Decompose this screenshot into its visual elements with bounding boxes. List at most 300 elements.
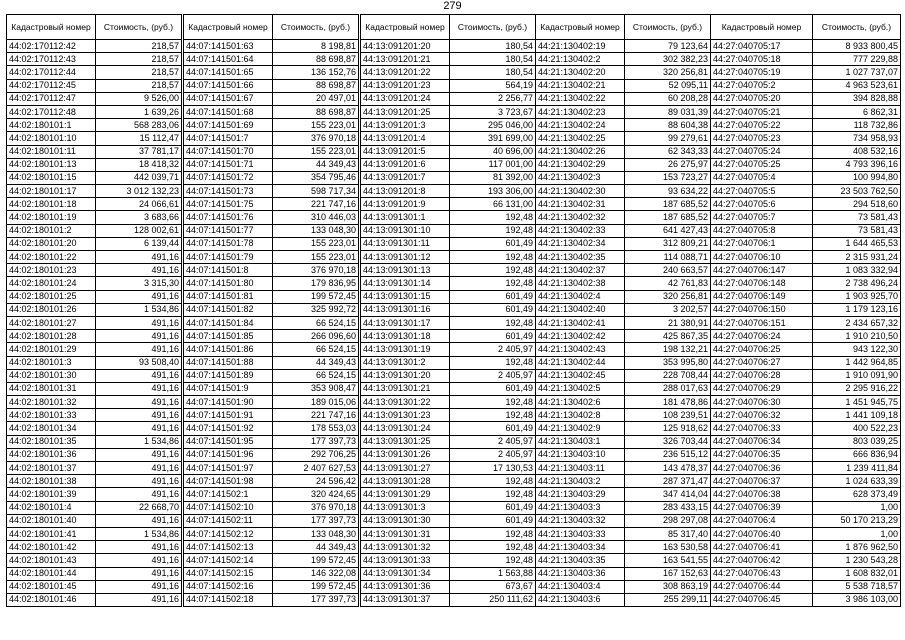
table-row [536, 185, 711, 198]
cadastral-number-cell: 44:21:130403:34 [536, 541, 625, 554]
cost-cell: 198 132,21 [625, 343, 711, 356]
table-row [184, 211, 359, 224]
cadastral-number-cell: 44:21:130402:4 [536, 290, 625, 303]
cadastral-number-cell: 44:27:040706:39 [711, 501, 813, 514]
cost-cell: 44 349,43 [273, 158, 359, 171]
table-row [7, 369, 182, 382]
cost-cell: 628 373,49 [813, 488, 901, 501]
table-row [184, 145, 359, 158]
cost-cell: 601,49 [450, 422, 536, 435]
cost-cell: 192,48 [450, 316, 536, 329]
cost-cell: 136 152,76 [273, 66, 359, 79]
cadastral-number-cell: 44:13:091301:16 [361, 303, 450, 316]
table-row [536, 158, 711, 171]
cost-cell: 85 317,40 [625, 527, 711, 540]
cadastral-number-cell: 44:02:180101:18 [7, 198, 96, 211]
cost-cell: 295 046,00 [450, 119, 536, 132]
table-row [711, 198, 901, 211]
cadastral-number-cell: 44:27:040706:38 [711, 488, 813, 501]
table-row [536, 593, 711, 606]
cost-cell: 302 382,23 [625, 53, 711, 66]
cost-cell: 298 297,08 [625, 514, 711, 527]
cadastral-number-cell: 44:21:130402:35 [536, 251, 625, 264]
cadastral-number-cell: 44:27:040706:40 [711, 527, 813, 540]
table-row [711, 396, 901, 409]
cost-cell: 491,16 [96, 396, 182, 409]
cadastral-number-cell: 44:13:091301:13 [361, 264, 450, 277]
cost-cell: 2 295 916,22 [813, 382, 901, 395]
cadastral-number-cell: 44:13:091201:8 [361, 185, 450, 198]
cost-cell: 1 451 945,75 [813, 396, 901, 409]
cost-cell: 8 933 800,45 [813, 40, 901, 53]
table-row [361, 79, 536, 92]
cadastral-number-cell: 44:13:091201:23 [361, 79, 450, 92]
table-row [536, 303, 711, 316]
table-row [7, 527, 182, 540]
table-row [536, 501, 711, 514]
cadastral-number-cell: 44:13:091201:21 [361, 53, 450, 66]
cost-cell: 326 703,44 [625, 435, 711, 448]
cadastral-number-cell: 44:02:170112:42 [7, 40, 96, 53]
cadastral-number-cell: 44:07:141501:73 [184, 185, 273, 198]
table-row [184, 79, 359, 92]
table-row [7, 409, 182, 422]
cadastral-number-cell: 44:13:091201:6 [361, 158, 450, 171]
cadastral-number-cell: 44:07:141501:97 [184, 462, 273, 475]
cadastral-number-cell: 44:02:180101:41 [7, 527, 96, 540]
cost-cell: 4 793 396,16 [813, 158, 901, 171]
cadastral-number-cell: 44:07:141501:79 [184, 251, 273, 264]
cost-cell: 442 039,71 [96, 171, 182, 184]
cost-cell: 1,00 [813, 501, 901, 514]
table-row [711, 40, 901, 53]
cost-cell: 180,54 [450, 66, 536, 79]
cost-cell: 1 639,26 [96, 105, 182, 118]
cadastral-number-cell: 44:27:040706:1 [711, 237, 813, 250]
cadastral-number-cell: 44:21:130402:41 [536, 316, 625, 329]
header-cost: Стоимость, (руб.) [96, 15, 182, 40]
cadastral-number-cell: 44:21:130403:10 [536, 448, 625, 461]
cadastral-table [360, 14, 536, 607]
cadastral-number-cell: 44:02:180101:11 [7, 145, 96, 158]
cost-cell: 376 970,18 [273, 264, 359, 277]
cadastral-number-cell: 44:13:091301:32 [361, 541, 450, 554]
cost-cell: 400 522,23 [813, 422, 901, 435]
cost-cell: 1 442 964,85 [813, 356, 901, 369]
cadastral-table [6, 14, 182, 607]
cadastral-number-cell: 44:02:180101:33 [7, 409, 96, 422]
table-row [7, 277, 182, 290]
table-row [361, 198, 536, 211]
page-number: 279 [443, 0, 462, 12]
cost-cell: 44 349,43 [273, 356, 359, 369]
cost-cell: 88 604,38 [625, 119, 711, 132]
cost-cell: 221 747,16 [273, 198, 359, 211]
cost-cell: 3 315,30 [96, 277, 182, 290]
table-row [711, 409, 901, 422]
cadastral-number-cell: 44:27:040706:151 [711, 316, 813, 329]
cadastral-number-cell: 44:21:130402:45 [536, 369, 625, 382]
cadastral-number-cell: 44:02:180101:46 [7, 593, 96, 606]
cost-cell: 491,16 [96, 488, 182, 501]
table-row [361, 356, 536, 369]
cadastral-number-cell: 44:07:141501:77 [184, 224, 273, 237]
table-row [361, 251, 536, 264]
cadastral-number-cell: 44:27:040705:22 [711, 119, 813, 132]
cadastral-number-cell: 44:02:180101:40 [7, 514, 96, 527]
table-row [184, 554, 359, 567]
table-row [361, 290, 536, 303]
table-row [7, 448, 182, 461]
cost-cell: 353 908,47 [273, 382, 359, 395]
table-row [7, 251, 182, 264]
cost-cell: 89 031,39 [625, 105, 711, 118]
cost-cell: 1 179 123,16 [813, 303, 901, 316]
table-header-row [184, 15, 359, 40]
table-header-row [536, 15, 711, 40]
cost-cell: 2 405,97 [450, 369, 536, 382]
cadastral-number-cell: 44:21:130403:35 [536, 554, 625, 567]
cadastral-number-cell: 44:07:141501:89 [184, 369, 273, 382]
table-row [361, 501, 536, 514]
cost-cell: 37 781,17 [96, 145, 182, 158]
cost-cell: 308 863,19 [625, 580, 711, 593]
cadastral-number-cell: 44:02:180101:19 [7, 211, 96, 224]
cadastral-number-cell: 44:27:040705:5 [711, 185, 813, 198]
cadastral-number-cell: 44:07:141501:69 [184, 119, 273, 132]
cost-cell: 1 563,88 [450, 567, 536, 580]
cost-cell: 5 538 718,57 [813, 580, 901, 593]
table-row [536, 79, 711, 92]
table-row [361, 580, 536, 593]
table-row [7, 501, 182, 514]
cadastral-number-cell: 44:27:040706:35 [711, 448, 813, 461]
table-row [536, 554, 711, 567]
cost-cell: 236 515,12 [625, 448, 711, 461]
header-cost: Стоимость, (руб.) [273, 15, 359, 40]
cadastral-table [183, 14, 359, 607]
cadastral-number-cell: 44:21:130403:6 [536, 593, 625, 606]
table-row [7, 541, 182, 554]
table-row [184, 514, 359, 527]
cadastral-number-cell: 44:07:141502:12 [184, 527, 273, 540]
table-row [184, 237, 359, 250]
cost-cell: 673,67 [450, 580, 536, 593]
cost-cell: 143 478,37 [625, 462, 711, 475]
cost-cell: 598 717,34 [273, 185, 359, 198]
cost-cell: 283 433,15 [625, 501, 711, 514]
cost-cell: 192,48 [450, 541, 536, 554]
table-header-row [7, 15, 182, 40]
cadastral-number-cell: 44:27:040705:23 [711, 132, 813, 145]
cost-cell: 114 088,71 [625, 251, 711, 264]
cost-cell: 192,48 [450, 396, 536, 409]
cadastral-number-cell: 44:13:091201:3 [361, 119, 450, 132]
cost-cell: 292 706,25 [273, 448, 359, 461]
cost-cell: 93 508,40 [96, 356, 182, 369]
header-cost: Стоимость, (руб.) [450, 15, 536, 40]
cost-cell: 1 027 737,07 [813, 66, 901, 79]
cost-cell: 310 446,03 [273, 211, 359, 224]
table-row [536, 132, 711, 145]
table-row [711, 356, 901, 369]
cadastral-number-cell: 44:21:130402:3 [536, 171, 625, 184]
cost-cell: 199 572,45 [273, 290, 359, 303]
table-row [536, 224, 711, 237]
cost-cell: 218,57 [96, 66, 182, 79]
table-row [711, 251, 901, 264]
cost-cell: 491,16 [96, 264, 182, 277]
cost-cell: 192,48 [450, 488, 536, 501]
cadastral-number-cell: 44:21:130402:22 [536, 92, 625, 105]
table-row [7, 105, 182, 118]
cost-cell: 1 876 962,50 [813, 541, 901, 554]
cadastral-number-cell: 44:13:091301:34 [361, 567, 450, 580]
cost-cell: 24 066,61 [96, 198, 182, 211]
cost-cell: 408 532,16 [813, 145, 901, 158]
cadastral-number-cell: 44:21:130402:23 [536, 105, 625, 118]
cadastral-number-cell: 44:27:040706:42 [711, 554, 813, 567]
cost-cell: 601,49 [450, 290, 536, 303]
cost-cell: 192,48 [450, 356, 536, 369]
table-row [361, 171, 536, 184]
cadastral-number-cell: 44:07:141501:82 [184, 303, 273, 316]
cadastral-number-cell: 44:27:040705:7 [711, 211, 813, 224]
cadastral-number-cell: 44:27:040705:4 [711, 171, 813, 184]
cost-cell: 66 524,15 [273, 316, 359, 329]
cadastral-number-cell: 44:13:091201:25 [361, 105, 450, 118]
cost-cell: 146 322,08 [273, 567, 359, 580]
cost-cell: 108 239,51 [625, 409, 711, 422]
table-row [7, 66, 182, 79]
cost-cell: 81 392,00 [450, 171, 536, 184]
cadastral-number-cell: 44:02:180101:32 [7, 396, 96, 409]
cost-cell: 491,16 [96, 316, 182, 329]
cadastral-number-cell: 44:27:040705:18 [711, 53, 813, 66]
table-row [361, 211, 536, 224]
table-row [711, 237, 901, 250]
cadastral-number-cell: 44:07:141501:95 [184, 435, 273, 448]
cost-cell: 1 534,86 [96, 435, 182, 448]
cost-cell: 24 596,42 [273, 475, 359, 488]
cost-cell: 179 836,95 [273, 277, 359, 290]
cadastral-number-cell: 44:21:130402:40 [536, 303, 625, 316]
table-row [7, 396, 182, 409]
cadastral-number-cell: 44:13:091201:5 [361, 145, 450, 158]
cost-cell: 394 828,88 [813, 92, 901, 105]
table-row [7, 343, 182, 356]
table-row [536, 105, 711, 118]
cost-cell: 1,00 [813, 527, 901, 540]
cadastral-number-cell: 44:02:180101:29 [7, 343, 96, 356]
table-row [711, 171, 901, 184]
table-row [536, 277, 711, 290]
cost-cell: 228 708,44 [625, 369, 711, 382]
table-row [711, 66, 901, 79]
cost-cell: 187 685,52 [625, 211, 711, 224]
table-row [536, 462, 711, 475]
table-row [7, 488, 182, 501]
table-row [711, 382, 901, 395]
cadastral-number-cell: 44:07:141501:7 [184, 132, 273, 145]
cadastral-number-cell: 44:07:141502:14 [184, 554, 273, 567]
cost-cell: 376 970,18 [273, 132, 359, 145]
table-row [184, 435, 359, 448]
cost-cell: 155 223,01 [273, 251, 359, 264]
cost-cell: 2 405,97 [450, 343, 536, 356]
cadastral-number-cell: 44:07:141501:76 [184, 211, 273, 224]
cadastral-number-cell: 44:13:091301:36 [361, 580, 450, 593]
cost-cell: 52 095,11 [625, 79, 711, 92]
cadastral-number-cell: 44:13:091301:19 [361, 343, 450, 356]
cadastral-number-cell: 44:02:180101:37 [7, 462, 96, 475]
cost-cell: 491,16 [96, 422, 182, 435]
table-row [184, 224, 359, 237]
table-row [711, 132, 901, 145]
cadastral-number-cell: 44:21:130402:5 [536, 382, 625, 395]
table-row [184, 409, 359, 422]
cost-cell: 320 424,65 [273, 488, 359, 501]
cost-cell: 42 761,83 [625, 277, 711, 290]
cost-cell: 491,16 [96, 343, 182, 356]
cost-cell: 177 397,73 [273, 435, 359, 448]
table-row [184, 593, 359, 606]
cost-cell: 266 096,60 [273, 330, 359, 343]
table-row [7, 171, 182, 184]
cadastral-number-cell: 44:13:091301:33 [361, 554, 450, 567]
cost-cell: 133 048,30 [273, 224, 359, 237]
cost-cell: 1 903 925,70 [813, 290, 901, 303]
header-cadastral-number: Кадастровый номер [361, 15, 450, 40]
cost-cell: 601,49 [450, 237, 536, 250]
cadastral-number-cell: 44:27:040705:8 [711, 224, 813, 237]
cost-cell: 153 723,27 [625, 171, 711, 184]
table-row [361, 369, 536, 382]
cost-cell: 163 530,58 [625, 541, 711, 554]
cadastral-number-cell: 44:02:180101:30 [7, 369, 96, 382]
cadastral-number-cell: 44:27:040706:41 [711, 541, 813, 554]
cost-cell: 943 122,30 [813, 343, 901, 356]
cadastral-number-cell: 44:13:091301:17 [361, 316, 450, 329]
table-row [184, 40, 359, 53]
table-row [361, 185, 536, 198]
table-row [536, 211, 711, 224]
cost-cell: 163 541,55 [625, 554, 711, 567]
table-row [184, 171, 359, 184]
table-row [7, 40, 182, 53]
cost-cell: 641 427,43 [625, 224, 711, 237]
cost-cell: 178 553,03 [273, 422, 359, 435]
cost-cell: 218,57 [96, 53, 182, 66]
cost-cell: 312 809,21 [625, 237, 711, 250]
cadastral-number-cell: 44:02:180101:4 [7, 501, 96, 514]
cost-cell: 60 208,28 [625, 92, 711, 105]
header-cadastral-number: Кадастровый номер [536, 15, 625, 40]
table-row [536, 171, 711, 184]
table-row [184, 488, 359, 501]
cost-cell: 1 024 633,39 [813, 475, 901, 488]
table-row [184, 105, 359, 118]
cadastral-number-cell: 44:13:091301:30 [361, 514, 450, 527]
cost-cell: 1 230 543,28 [813, 554, 901, 567]
table-row [361, 396, 536, 409]
table-row [361, 158, 536, 171]
cost-cell: 18 418,32 [96, 158, 182, 171]
table-row [536, 435, 711, 448]
table-row [184, 330, 359, 343]
cadastral-number-cell: 44:27:040705:17 [711, 40, 813, 53]
cadastral-number-cell: 44:27:040706:27 [711, 356, 813, 369]
cadastral-number-cell: 44:21:130402:37 [536, 264, 625, 277]
cadastral-number-cell: 44:13:091201:4 [361, 132, 450, 145]
table-row [361, 382, 536, 395]
table-row [711, 264, 901, 277]
table-row [711, 119, 901, 132]
cadastral-number-cell: 44:07:141501:86 [184, 343, 273, 356]
table-row [711, 158, 901, 171]
cadastral-number-cell: 44:27:040705:2 [711, 79, 813, 92]
table-row [184, 316, 359, 329]
cadastral-number-cell: 44:21:130402:29 [536, 158, 625, 171]
cadastral-number-cell: 44:13:091301:21 [361, 382, 450, 395]
cost-cell: 155 223,01 [273, 119, 359, 132]
table-row [536, 251, 711, 264]
table-row [184, 251, 359, 264]
cost-cell: 491,16 [96, 448, 182, 461]
cadastral-number-cell: 44:07:141501:68 [184, 105, 273, 118]
cadastral-number-cell: 44:21:130402:24 [536, 119, 625, 132]
cost-cell: 21 380,91 [625, 316, 711, 329]
cadastral-number-cell: 44:13:091301:26 [361, 448, 450, 461]
cost-cell: 221 747,16 [273, 409, 359, 422]
cost-cell: 128 002,61 [96, 224, 182, 237]
cadastral-number-cell: 44:21:130402:34 [536, 237, 625, 250]
cost-cell: 240 663,57 [625, 264, 711, 277]
cost-cell: 192,48 [450, 211, 536, 224]
table-row [361, 462, 536, 475]
cost-cell: 155 223,01 [273, 145, 359, 158]
cadastral-number-cell: 44:02:180101:23 [7, 264, 96, 277]
cadastral-number-cell: 44:21:130402:19 [536, 40, 625, 53]
cost-cell: 491,16 [96, 554, 182, 567]
cost-cell: 1 083 332,94 [813, 264, 901, 277]
cadastral-number-cell: 44:27:040706:32 [711, 409, 813, 422]
cadastral-number-cell: 44:07:141501:84 [184, 316, 273, 329]
cost-cell: 199 572,45 [273, 580, 359, 593]
cadastral-number-cell: 44:07:141502:11 [184, 514, 273, 527]
cost-cell: 734 958,93 [813, 132, 901, 145]
cost-cell: 192,48 [450, 554, 536, 567]
table-row [184, 264, 359, 277]
cadastral-number-cell: 44:13:091301:25 [361, 435, 450, 448]
cadastral-number-cell: 44:13:091301:27 [361, 462, 450, 475]
cost-cell: 193 306,00 [450, 185, 536, 198]
table-row [536, 541, 711, 554]
cadastral-number-cell: 44:21:130403:3 [536, 501, 625, 514]
table-row [536, 66, 711, 79]
cadastral-number-cell: 44:27:040706:4 [711, 514, 813, 527]
table-row [184, 541, 359, 554]
table-row [536, 290, 711, 303]
table-row [7, 554, 182, 567]
table-row [361, 435, 536, 448]
cadastral-number-cell: 44:07:141502:15 [184, 567, 273, 580]
cost-cell: 777 229,88 [813, 53, 901, 66]
cadastral-number-cell: 44:13:091301:11 [361, 237, 450, 250]
cadastral-number-cell: 44:02:180101:24 [7, 277, 96, 290]
cost-cell: 192,48 [450, 264, 536, 277]
cadastral-number-cell: 44:13:091301:1 [361, 211, 450, 224]
